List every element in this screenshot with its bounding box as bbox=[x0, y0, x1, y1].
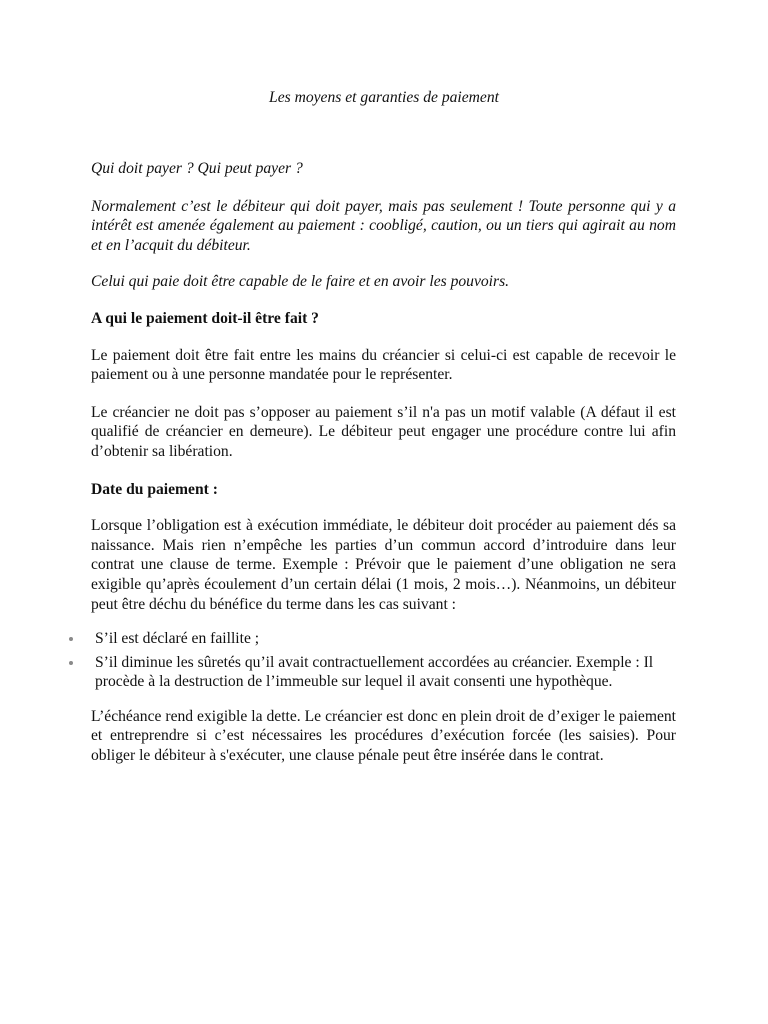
list-item bbox=[69, 653, 676, 692]
list-item-text: S’il diminue les sûretés qu’il avait contractuellement accordées au créancier. Exemple : Il procède à la destruction de l’immeuble sur lequel il avait consenti une hypothèque. bbox=[95, 653, 654, 691]
deprivation-cases-list bbox=[69, 629, 676, 692]
section-date-paragraph-2: L’échéance rend exigible la dette. Le créancier est donc en plein droit de d’exiger le paiement et entreprendre si c’est nécessaires les procédures d’exécution forcée (les saisies). Pour obliger le débiteur à s'exécuter, une clause pénale peut être insérée dans le contrat. bbox=[91, 707, 676, 765]
list-item bbox=[69, 629, 676, 649]
section-to-whom-heading: A qui le paiement doit-il être fait ? bbox=[91, 309, 319, 327]
section-who-pays-paragraph-2: Celui qui paie doit être capable de le faire et en avoir les pouvoirs. bbox=[91, 273, 510, 291]
bullet-icon bbox=[69, 661, 73, 665]
document-title: Les moyens et garanties de paiement bbox=[269, 89, 499, 106]
section-who-pays-paragraph-1: Normalement c’est le débiteur qui doit payer, mais pas seulement ! Toute personne qui y a intérêt est amenée également au paiement : coobligé, caution, ou un tiers qui agirait au nom et en l’acquit du débiteur. bbox=[91, 197, 676, 254]
list-item-text: S’il est déclaré en faillite ; bbox=[95, 630, 260, 648]
section-to-whom-paragraph-2: Le créancier ne doit pas s’opposer au paiement s’il n'a pas un motif valable (A défaut il est qualifié de créancier en demeure). Le débiteur peut engager une procédure contre lui afin d’obtenir sa libération. bbox=[91, 403, 676, 460]
section-date-heading: Date du paiement : bbox=[91, 480, 218, 498]
document-body bbox=[91, 159, 676, 766]
section-date-paragraph-1: Lorsque l’obligation est à exécution immédiate, le débiteur doit procéder au paiement dés sa naissance. Mais rien n’empêche les parties d’un commun accord d’introduire dans leur contrat une clause de terme. Exemple : Prévoir que le paiement d’une obligation ne sera exigible qu’après écoulement d’un certain délai (1 mois, 2 mois…). Néanmoins, un débiteur peut être déchu du bénéfice du terme dans les cas suivant : bbox=[91, 517, 676, 613]
bullet-icon bbox=[69, 637, 73, 641]
section-who-pays-heading: Qui doit payer ? Qui peut payer ? bbox=[91, 160, 303, 177]
section-to-whom-paragraph-1: Le paiement doit être fait entre les mains du créancier si celui-ci est capable de recevoir le paiement ou à une personne mandatée pour le représenter. bbox=[91, 346, 676, 384]
